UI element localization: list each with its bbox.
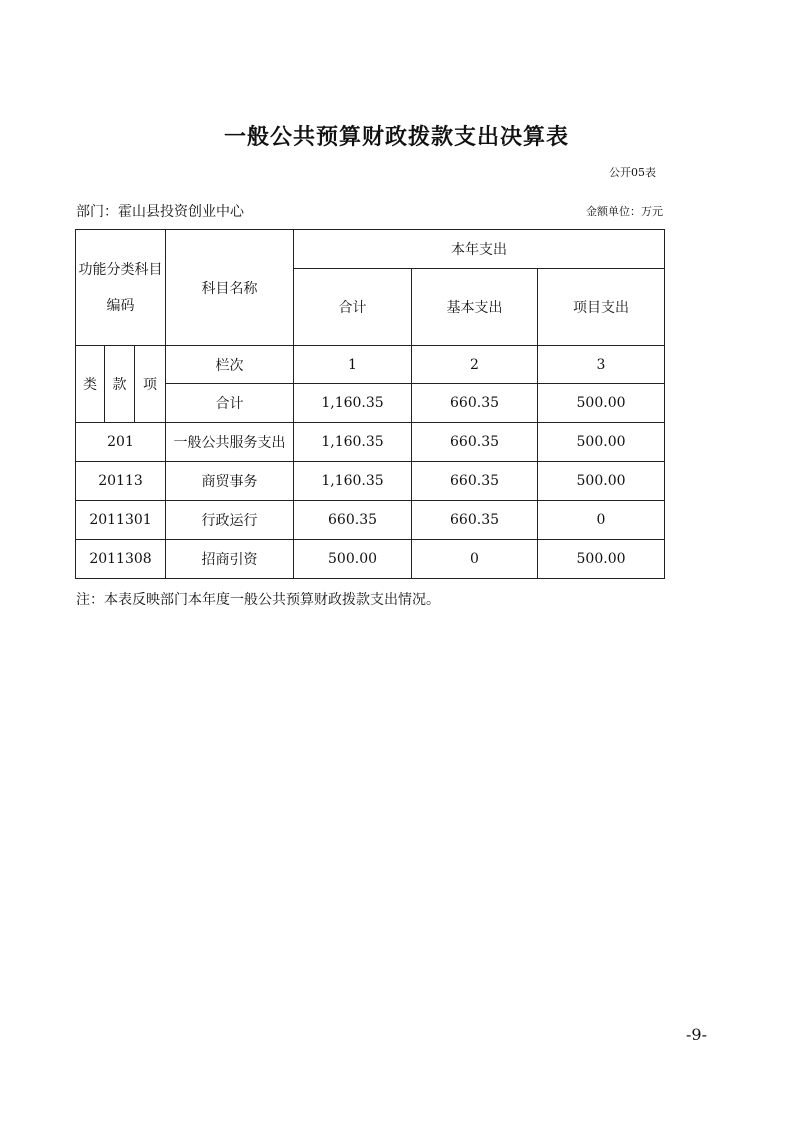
table-note: 注：本表反映部门本年度一般公共预算财政拨款支出情况。 <box>76 592 440 608</box>
page-title: 一般公共预算财政拨款支出决算表 <box>223 125 569 150</box>
row-basic: 0 <box>412 540 538 579</box>
sum-label: 合计 <box>166 384 294 423</box>
row-project: 500.00 <box>538 423 665 462</box>
header-item-name: 科目名称 <box>166 230 294 346</box>
header-function-code <box>76 230 166 346</box>
row-project: 0 <box>538 501 665 540</box>
column-index-1: 1 <box>294 346 412 384</box>
header-lei: 类 <box>76 346 105 423</box>
table-row <box>76 423 665 462</box>
row-name: 商贸事务 <box>166 462 294 501</box>
row-basic: 660.35 <box>412 501 538 540</box>
row-name: 一般公共服务支出 <box>166 423 294 462</box>
sum-basic: 660.35 <box>412 384 538 423</box>
header-function-code-line1: 功能分类科目 <box>78 261 163 278</box>
header-xiang: 项 <box>135 346 166 423</box>
row-basic: 660.35 <box>412 462 538 501</box>
row-name: 招商引资 <box>166 540 294 579</box>
column-index-label: 栏次 <box>166 346 294 384</box>
row-total: 1,160.35 <box>294 462 412 501</box>
row-project: 500.00 <box>538 462 665 501</box>
table-row <box>76 501 665 540</box>
department-label: 部门：霍山县投资创业中心 <box>76 204 244 220</box>
page-number: -9- <box>686 1025 707 1044</box>
row-code: 2011308 <box>76 540 166 579</box>
row-total: 500.00 <box>294 540 412 579</box>
header-function-code-line2: 编码 <box>106 297 135 314</box>
row-code: 201 <box>76 423 166 462</box>
table-row <box>76 540 665 579</box>
row-project: 500.00 <box>538 540 665 579</box>
row-code: 20113 <box>76 462 166 501</box>
row-name: 行政运行 <box>166 501 294 540</box>
header-basic: 基本支出 <box>412 269 538 346</box>
table-row <box>76 462 665 501</box>
expenditure-table <box>75 229 665 579</box>
row-total: 660.35 <box>294 501 412 540</box>
header-current-year: 本年支出 <box>294 230 665 269</box>
sum-project: 500.00 <box>538 384 665 423</box>
header-kuan: 款 <box>105 346 135 423</box>
column-index-2: 2 <box>412 346 538 384</box>
row-basic: 660.35 <box>412 423 538 462</box>
sum-total: 1,160.35 <box>294 384 412 423</box>
header-project: 项目支出 <box>538 269 665 346</box>
header-total: 合计 <box>294 269 412 346</box>
amount-unit-label: 金额单位：万元 <box>586 205 663 218</box>
form-number: 公开05表 <box>609 166 656 179</box>
row-total: 1,160.35 <box>294 423 412 462</box>
row-code: 2011301 <box>76 501 166 540</box>
column-index-3: 3 <box>538 346 665 384</box>
